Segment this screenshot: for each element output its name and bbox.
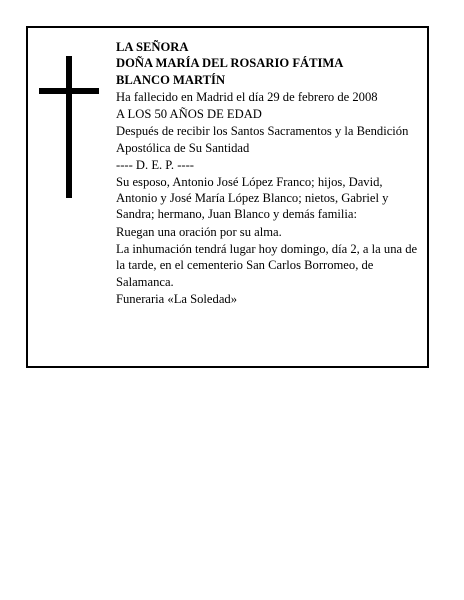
title-line-1: LA SEÑORA xyxy=(116,40,189,54)
cross-vertical-bar xyxy=(66,56,72,198)
age-line: A LOS 50 AÑOS DE EDAD xyxy=(116,106,262,121)
family-text: Su esposo, Antonio José López Franco; hijos, David, Antonio y José María López Blanco; nietos, Gabriel y Sandra; hermano, Juan Blanco y demás familia: xyxy=(116,174,389,222)
latin-cross-icon xyxy=(39,56,99,198)
obituary-text xyxy=(116,39,421,307)
title-line-3: BLANCO MARTÍN xyxy=(116,72,226,87)
cross-horizontal-bar xyxy=(39,88,99,94)
sacraments-text: Después de recibir los Santos Sacramentos y la Bendición Apostólica de Su Santidad xyxy=(116,124,409,155)
prayer-request: Ruegan una oración por su alma. xyxy=(116,224,282,239)
title-line-2: DOÑA MARÍA DEL ROSARIO FÁTIMA xyxy=(116,56,344,71)
death-notice: Ha fallecido en Madrid el día 29 de febrero de 2008 xyxy=(116,89,378,104)
burial-text: La inhumación tendrá lugar hoy domingo, día 2, a la una de la tarde, en el cementerio San Carlos Borromeo, de Salamanca. xyxy=(116,241,418,289)
rip-line: ---- D. E. P. ---- xyxy=(116,157,194,172)
obituary-notice xyxy=(26,26,429,368)
funeral-home: Funeraria «La Soledad» xyxy=(116,292,237,307)
